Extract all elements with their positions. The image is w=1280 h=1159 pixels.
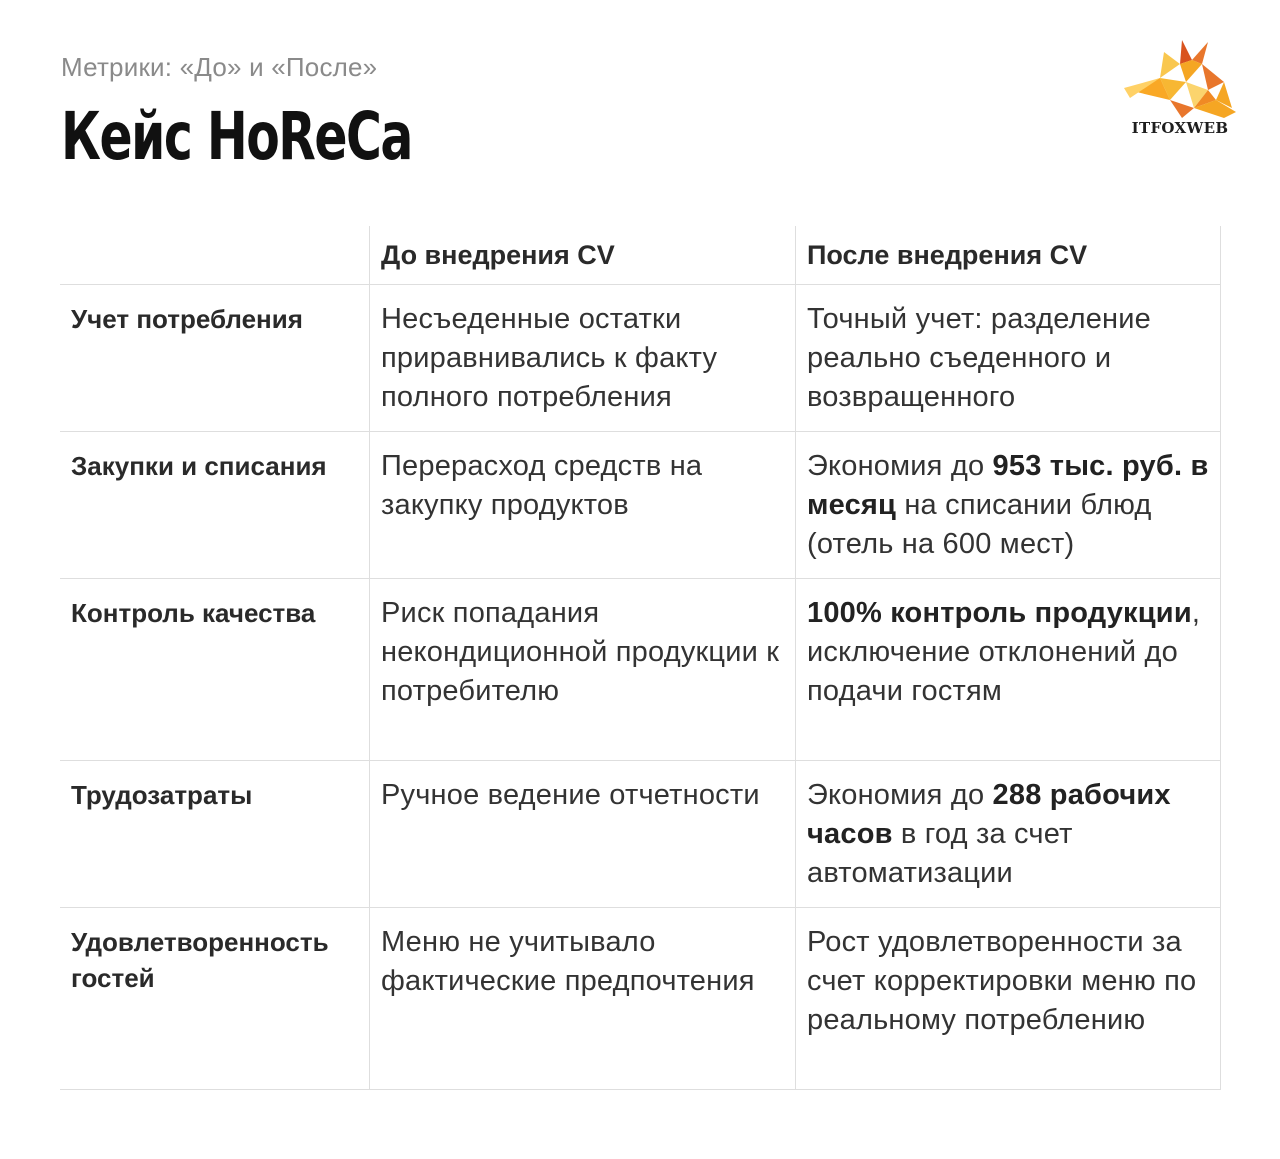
row-after-text (796, 579, 1220, 725)
row-metric-label: Трудозатраты (71, 780, 253, 810)
metrics-table (60, 226, 1221, 1090)
brand-logo (1120, 38, 1238, 148)
header-cell-empty (60, 226, 370, 285)
row-after-text (796, 285, 1220, 431)
table-header-row (60, 226, 1221, 285)
highlight-text: 953 тыс. руб. в месяц (807, 450, 1209, 521)
highlight-text: 100% контроль продукции (807, 597, 1192, 629)
page-subtitle: Метрики: «До» и «После» (61, 52, 378, 82)
row-after-text (796, 761, 1220, 907)
header-cell-before (370, 226, 796, 285)
row-before-text: Ручное ведение отчетности (381, 779, 760, 811)
logo-wordmark: ITFOXWEB (1131, 119, 1229, 137)
body-text: на списании блюд (отель на 600 мест) (807, 489, 1152, 560)
column-header-after: После внедрения CV (807, 240, 1088, 270)
body-text: Экономия до (807, 779, 993, 811)
table-row (60, 285, 1221, 432)
page-title: Кейс HoReCa (61, 98, 412, 175)
row-before-text: Перерасход средств на закупку продуктов (381, 450, 703, 521)
fox-head-icon (1120, 38, 1238, 120)
header-cell-after (796, 226, 1221, 285)
row-metric-label: Удовлетворенность гостей (71, 927, 329, 993)
row-after-text (796, 432, 1220, 578)
row-after-text (796, 908, 1220, 1054)
body-text: в год за счет автоматизации (807, 818, 1073, 889)
table-row (60, 908, 1221, 1090)
column-header-before: До внедрения CV (381, 240, 615, 270)
row-before-text: Риск попадания некондиционной продукции к потребителю (381, 597, 780, 707)
body-text: , исключение отклонений до подачи гостям (807, 597, 1201, 707)
row-before-text: Меню не учитывало фактические предпочтения (381, 926, 755, 997)
row-metric-label: Учет потребления (71, 304, 303, 334)
body-text: Точный учет: разделение реально съеденного и возвращенного (807, 303, 1152, 413)
body-text: Рост удовлетворенности за счет корректировки меню по реальному потреблению (807, 926, 1197, 1036)
table-row (60, 579, 1221, 761)
table-row (60, 761, 1221, 908)
body-text: Экономия до (807, 450, 993, 482)
highlight-text: 288 рабочих часов (807, 779, 1171, 850)
table-row (60, 432, 1221, 579)
row-before-text: Несъеденные остатки приравнивались к факту полного потребления (381, 303, 718, 413)
row-metric-label: Закупки и списания (71, 451, 327, 481)
row-metric-label: Контроль качества (71, 598, 316, 628)
